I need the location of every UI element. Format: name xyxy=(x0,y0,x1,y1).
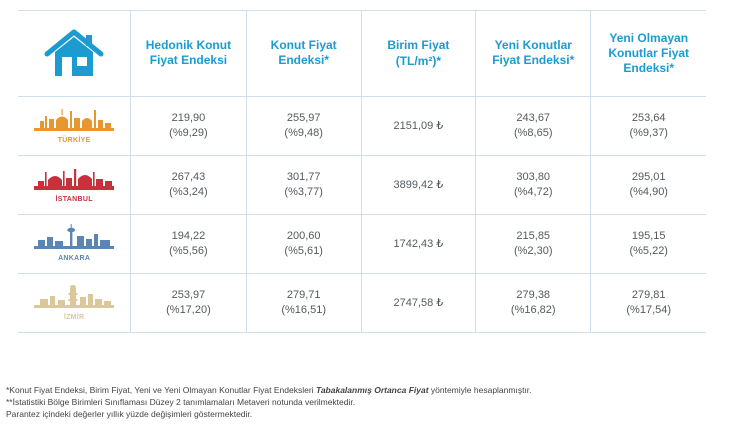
header-birim-fiyat-unit: (TL/m²)* xyxy=(395,53,442,68)
table-row-turkiye xyxy=(18,97,706,156)
cell-ankara-birim: 1742,43 ₺ xyxy=(361,215,475,274)
header-yeni-konutlar: Yeni Konutlar Fiyat Endeksi* xyxy=(492,38,575,67)
cell-istanbul-yeni-olmayan: 295,01 (%4,90) xyxy=(591,156,706,215)
city-label-turkiye: TÜRKİYE xyxy=(57,136,91,144)
turkiye-skyline-icon xyxy=(32,105,116,135)
cell-ankara-hedonik: 194,22 (%5,56) xyxy=(131,215,246,274)
table-row-istanbul xyxy=(18,156,706,215)
header-yeni-olmayan: Yeni Olmayan Konutlar Fiyat Endeksi* xyxy=(608,30,690,75)
cell-istanbul-kfe: 301,77 (%3,77) xyxy=(246,156,361,215)
footnote-parantheses: Parantez içindeki değerler yıllık yüzde değişimleri göstermektedir. xyxy=(6,409,253,419)
footnotes xyxy=(6,384,532,420)
city-label-istanbul: İSTANBUL xyxy=(55,195,93,203)
city-cell-turkiye xyxy=(18,97,131,156)
ankara-skyline-icon xyxy=(32,223,116,253)
cell-izmir-kfe: 279,71 (%16,51) xyxy=(246,274,361,333)
cell-izmir-birim: 2747,58 ₺ xyxy=(361,274,475,333)
cell-izmir-hedonik: 253,97 (%17,20) xyxy=(131,274,246,333)
table-row-izmir xyxy=(18,274,706,333)
header-hedonik: Hedonik Konut Fiyat Endeksi xyxy=(145,38,232,67)
house-icon xyxy=(43,28,105,80)
cell-turkiye-hedonik: 219,90 (%9,29) xyxy=(131,97,246,156)
table-row-ankara xyxy=(18,215,706,274)
istanbul-skyline-icon xyxy=(32,164,116,194)
header-birim-fiyat: Birim Fiyat xyxy=(387,37,450,52)
table-header-row xyxy=(18,11,706,97)
city-cell-istanbul xyxy=(18,156,131,215)
cell-istanbul-yeni: 303,80 (%4,72) xyxy=(476,156,591,215)
cell-istanbul-birim: 3899,42 ₺ xyxy=(361,156,475,215)
cell-ankara-kfe: 200,60 (%5,61) xyxy=(246,215,361,274)
cell-ankara-yeni: 215,85 (%2,30) xyxy=(476,215,591,274)
city-cell-ankara xyxy=(18,215,131,274)
footnote-ibbs: **İstatistiki Bölge Birimleri Sınıflaması Düzey 2 tanımlamaları Metaveri notunda verilmektedir. xyxy=(6,397,356,407)
city-label-izmir: İZMİR xyxy=(63,313,85,321)
cell-istanbul-hedonik: 267,43 (%3,24) xyxy=(131,156,246,215)
cell-turkiye-kfe: 255,97 (%9,48) xyxy=(246,97,361,156)
footnote-method: *Konut Fiyat Endeksi, Birim Fiyat, Yeni ve Yeni Olmayan Konutlar Fiyat Endeksleri Tabakalanmış Ortanca Fiyat yöntemiyle hesaplanmıştır. xyxy=(6,385,532,395)
header-konut-fiyat: Konut Fiyat Endeksi* xyxy=(270,38,337,67)
cell-izmir-yeni: 279,38 (%16,82) xyxy=(476,274,591,333)
house-icon-cell xyxy=(18,11,131,97)
izmir-skyline-icon xyxy=(32,282,116,312)
price-index-table xyxy=(18,10,706,333)
city-cell-izmir xyxy=(18,274,131,333)
cell-ankara-yeni-olmayan: 195,15 (%5,22) xyxy=(591,215,706,274)
cell-turkiye-yeni-olmayan: 253,64 (%9,37) xyxy=(591,97,706,156)
city-label-ankara: ANKARA xyxy=(58,254,91,262)
cell-turkiye-yeni: 243,67 (%8,65) xyxy=(476,97,591,156)
cell-turkiye-birim: 2151,09 ₺ xyxy=(361,97,475,156)
cell-izmir-yeni-olmayan: 279,81 (%17,54) xyxy=(591,274,706,333)
footnote-method-emphasis: Tabakalanmış Ortanca Fiyat xyxy=(315,385,429,395)
